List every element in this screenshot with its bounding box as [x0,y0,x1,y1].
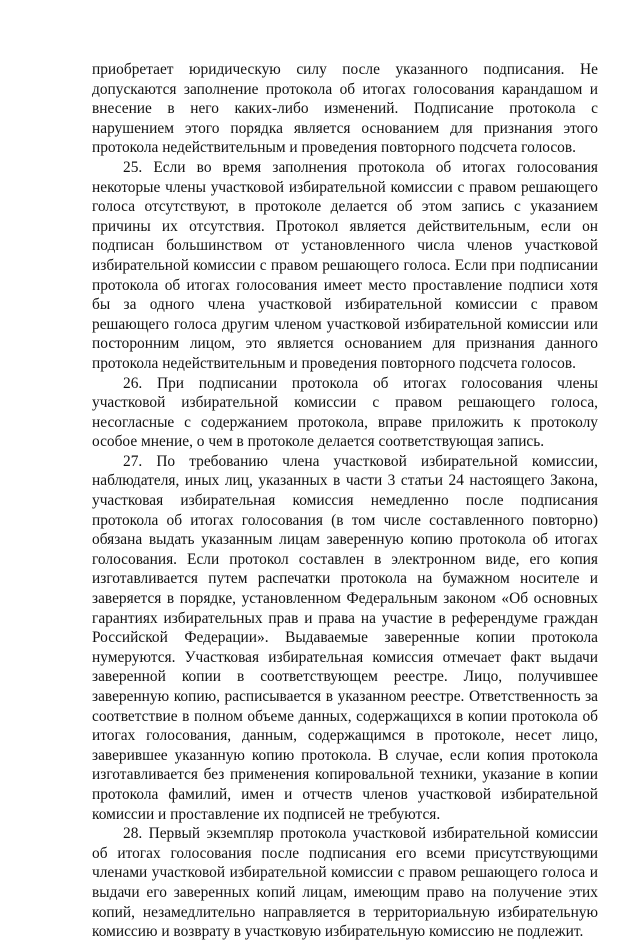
paragraph-item-26: 26. При подписании протокола об итогах голосования члены участковой избирательной комиссии с правом решающего голоса, несогласные с содержанием протокола, вправе приложить к протоколу особое мнение, о чем в протоколе делается соответствующая запись. [92,374,598,451]
document-page [92,60,598,942]
paragraph-item-27: 27. По требованию члена участковой избирательной комиссии, наблюдателя, иных лиц, указанных в части 3 статьи 24 настоящего Закона, участковая избирательная комиссия немедленно после подписания протокола об итогах голосования (в том числе составленного повторно) обязана выдать указанным лицам заверенную копию протокола об итогах голосования. Если протокол составлен в электронном виде, его копия изготавливается путем распечатки протокола на бумажном носителе и заверяется в порядке, установленном Федеральным законом «Об основных гарантиях избирательных прав и права на участие в референдуме граждан Российской Федерации». Выдаваемые заверенные копии протокола нумеруются. Участковая избирательная комиссия отмечает факт выдачи заверенной копии в соответствующем реестре. Лицо, получившее заверенную копию, расписывается в указанном реестре. Ответственность за соответствие в полном объеме данных, содержащихся в копии протокола об итогах голосования, данным, содержащимся в протоколе, несет лицо, заверившее указанную копию протокола. В случае, если копия протокола изготавливается без применения копировальной техники, указание в копии протокола фамилий, имен и отчеств членов участковой избирательной комиссии и проставление их подписей не требуются. [92,452,598,823]
paragraph-continuation: приобретает юридическую силу после указанного подписания. Не допускаются заполнение протокола об итогах голосования карандашом и внесение в него каких-либо изменений. Подписание протокола с нарушением этого порядка является основанием для признания этого протокола недействительным и проведения повторного подсчета голосов. [92,61,598,157]
paragraph-item-25: 25. Если во время заполнения протокола об итогах голосования некоторые члены участковой избирательной комиссии с правом решающего голоса отсутствуют, в протоколе делается об этом запись с указанием причины их отсутствия. Протокол является действительным, если он подписан большинством от установленного числа членов участковой избирательной комиссии с правом решающего голоса. Если при подписании протокола об итогах голосования имеет место проставление подписи хотя бы за одного члена участковой избирательной комиссии с правом решающего голоса другим членом участковой избирательной комиссии или посторонним лицом, это является основанием для признания данного протокола недействительным и проведения повторного подсчета голосов. [92,158,598,372]
paragraph-item-28: 28. Первый экземпляр протокола участковой избирательной комиссии об итогах голосования после подписания его всеми присутствующими членами участковой избирательной комиссии с правом решающего голоса и выдачи его заверенных копий лицам, имеющим право на получение этих копий, незамедлительно направляется в территориальную избирательную комиссию и возврату в участковую избирательную комиссию не подлежит. [92,825,598,941]
